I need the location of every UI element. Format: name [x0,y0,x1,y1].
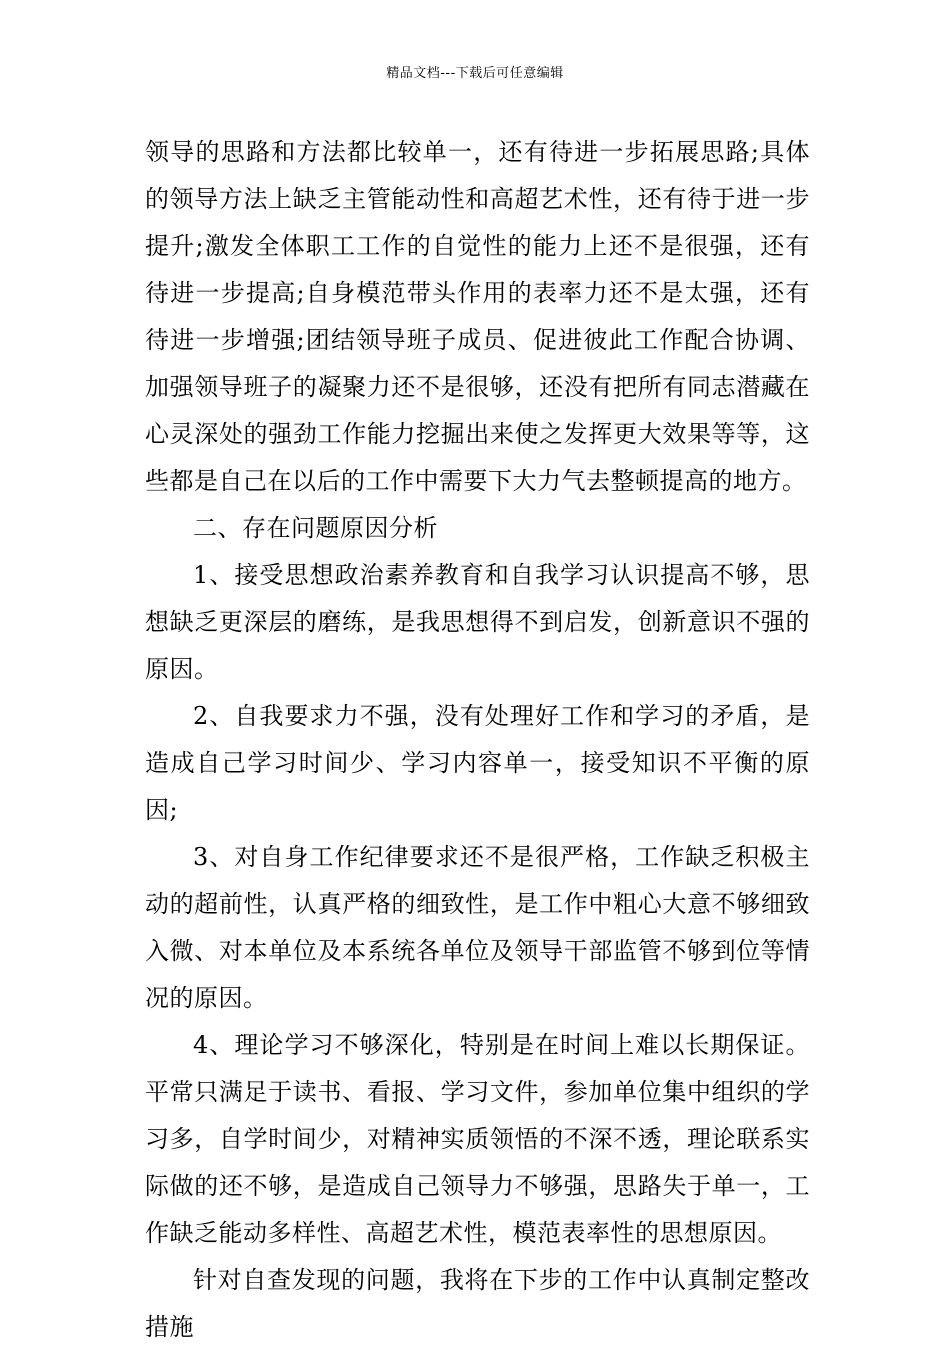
paragraph-item-2: 2、自我要求力不强，没有处理好工作和学习的矛盾，是造成自己学习时间少、学习内容单一，接受知识不平衡的原因; [145,702,810,824]
document-body [145,129,810,1351]
paragraph-item-4: 4、理论学习不够深化，特别是在时间上难以长期保证。平常只满足于读书、看报、学习文件，参加单位集中组织的学习多，自学时间少，对精神实质领悟的不深不透，理论联系实际做的还不够，是造成自己领导力不够强，思路失于单一，工作缺乏能动多样性、高超艺术性，模范表率性的思想原因。 [145,1031,810,1247]
paragraph-item-3: 3、对自身工作纪律要求还不是很严格，工作缺乏积极主动的超前性，认真严格的细致性，是工作中粗心大意不够细致入微、对本单位及本系统各单位及领导干部监管不够到位等情况的原因。 [145,843,810,1012]
paragraph-item-1: 1、接受思想政治素养教育和自我学习认识提高不够，思想缺乏更深层的磨练，是我思想得不到启发，创新意识不强的原因。 [145,561,810,683]
paragraph-continued: 领导的思路和方法都比较单一，还有待进一步拓展思路;具体的领导方法上缺乏主管能动性和高超艺术性，还有待于进一步提升;激发全体职工工作的自觉性的能力上还不是很强，还有待进一步提高;自身模范带头作用的表率力还不是太强，还有待进一步增强;团结领导班子成员、促进彼此工作配合协调、加强领导班子的凝聚力还不是很够，还没有把所有同志潜藏在心灵深处的强劲工作能力挖掘出来使之发挥更大效果等等，这些都是自己在以后的工作中需要下大力气去整顿提高的地方。 [145,138,810,495]
section-heading: 二、存在问题原因分析 [193,514,438,542]
page-header: 精品文档---下载后可任意编辑 [386,66,564,81]
paragraph-closing: 针对自查发现的问题，我将在下步的工作中认真制定整改措施 [145,1266,810,1341]
